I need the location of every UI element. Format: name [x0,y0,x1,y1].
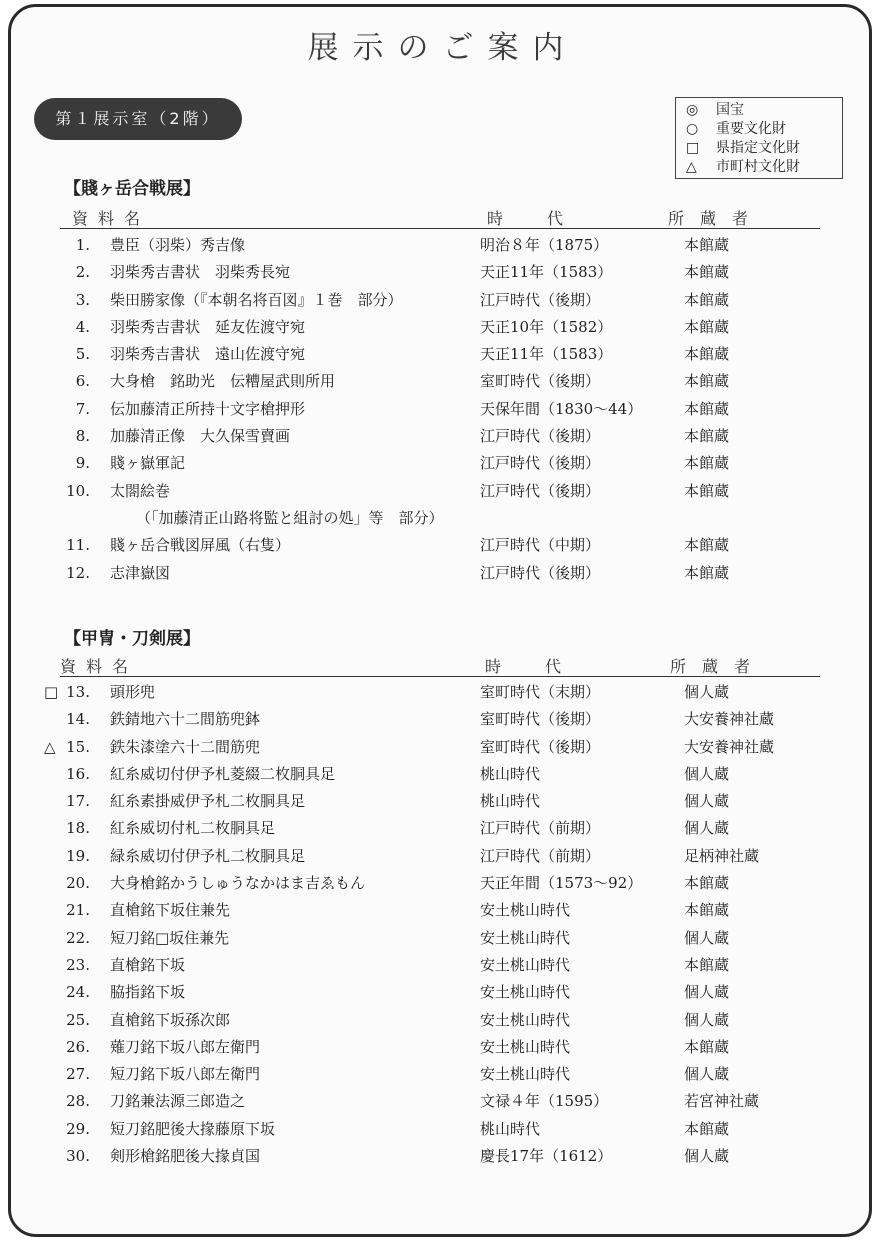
item-owner: 本館蔵 [684,955,730,974]
square-icon: □ [686,140,700,156]
item-period: 江戸時代（後期） [480,290,601,309]
column-owner: 所蔵者 [670,657,767,676]
item-name: 紅糸威切付伊予札菱綴二枚胴具足 [110,764,336,783]
item-number: 23. [66,955,90,974]
legend-label: 県指定文化財 [716,140,800,156]
item-number: 13. [66,683,90,701]
item-owner: 個人蔵 [684,764,730,783]
item-name: 剣形槍銘肥後大掾貞国 [110,1147,261,1166]
item-period: 江戸時代（前期） [480,819,601,838]
list-item [0,952,885,979]
item-period: 安土桃山時代 [480,955,571,974]
item-number: 6. [75,372,90,391]
item-owner: 大安養神社蔵 [684,737,775,756]
item-period: 天正11年（1583） [480,345,613,364]
item-name: 薙刀銘下坂八郎左衛門 [110,1037,261,1056]
item-number: 12. [66,563,90,582]
column-name: 資料名 [72,209,151,228]
item-period: 桃山時代 [480,764,541,783]
item-owner: 足柄神社蔵 [684,846,760,865]
item-name: 志津嶽図 [110,563,171,582]
column-owner: 所蔵者 [668,209,765,228]
list-item [0,679,885,706]
item-name: 大身槍銘かうしゅうなかはま吉ゑもん [110,874,366,893]
legend-row-important-cultural-property [686,120,842,139]
item-period: 桃山時代 [480,792,541,811]
item-name: 豊臣（羽柴）秀吉像 [110,236,246,254]
item-name: 紅糸素掛威伊予札二枚胴具足 [110,792,306,811]
list-item [0,1061,885,1088]
page-title: 展示のご案内 [307,30,578,66]
item-owner: 個人蔵 [684,683,730,701]
section-title-shizugatake: 【賤ヶ岳合戦展】 [64,179,200,199]
list-item [0,788,885,815]
item-owner: 本館蔵 [684,536,730,555]
item-number: 14. [66,710,90,729]
list-item [0,450,885,477]
item-number: 24. [66,983,90,1002]
item-period: 天正年間（1573～92） [480,874,643,893]
item-name: 加藤清正像 大久保雪賣画 [110,427,291,446]
legend-label: 重要文化財 [716,121,786,137]
room-badge: 第１展示室（2階） [34,98,242,140]
item-owner: 本館蔵 [684,317,730,336]
item-period: 安土桃山時代 [480,901,571,920]
item-owner: 本館蔵 [684,236,730,254]
item-period: 天正10年（1582） [480,317,613,336]
item-owner: 本館蔵 [684,263,730,282]
item-name: 伝加藤清正所持十文字槍押形 [110,399,306,418]
item-period: 安土桃山時代 [480,1010,571,1029]
item-owner: 個人蔵 [684,983,730,1002]
item-period: 江戸時代（前期） [480,846,601,865]
item-number: 25. [66,1010,90,1029]
item-owner: 本館蔵 [684,901,730,920]
list-item [0,925,885,952]
list-item [0,368,885,395]
list-item [0,815,885,842]
exhibit-list-2 [0,679,885,1170]
item-owner: 本館蔵 [684,1119,730,1138]
item-number: 7. [75,399,90,418]
item-name: 刀銘兼法源三郎造之 [110,1092,246,1111]
list-item [0,1088,885,1115]
list-item [0,287,885,314]
item-name: 太閤絵巻 [110,481,171,500]
item-number: 5. [75,345,90,364]
list-item [0,423,885,450]
list-item [0,843,885,870]
item-owner: 本館蔵 [684,399,730,418]
list-item-note [0,505,885,532]
item-owner: 本館蔵 [684,345,730,364]
item-period: 室町時代（後期） [480,737,601,756]
item-number: 19. [66,846,90,865]
item-number: 9. [75,454,90,473]
list-item [0,1007,885,1034]
designation-mark: □ [44,683,59,701]
exhibit-list-1 [0,232,885,587]
legend-row-municipal [686,158,842,177]
item-name: 直槍銘下坂住兼先 [110,901,231,920]
item-name: 紅糸威切付札二枚胴具足 [110,819,276,838]
item-owner: 個人蔵 [684,792,730,811]
list-item [0,979,885,1006]
item-period: 江戸時代（後期） [480,563,601,582]
item-owner: 本館蔵 [684,372,730,391]
legend-label: 国宝 [716,102,744,118]
item-number: 11. [66,536,90,555]
item-name: 柴田勝家像（『本朝名将百図』１巻 部分） [110,290,403,309]
list-item [0,761,885,788]
column-period: 時代 [487,209,608,228]
item-owner: 個人蔵 [684,819,730,838]
item-owner: 大安養神社蔵 [684,710,775,729]
column-header [60,206,820,229]
item-name: 緑糸威切付伊予札二枚胴具足 [110,846,306,865]
item-period: 安土桃山時代 [480,983,571,1002]
item-name: 脇指銘下坂 [110,983,186,1002]
item-period: 安土桃山時代 [480,1065,571,1084]
item-owner: 本館蔵 [684,454,730,473]
list-item [0,259,885,286]
item-name: 短刀銘下坂八郎左衛門 [110,1065,261,1084]
item-owner: 個人蔵 [684,1065,730,1084]
item-number: 8. [75,427,90,446]
item-owner: 若宮神社蔵 [684,1092,760,1111]
item-period: 江戸時代（中期） [480,536,601,555]
item-period: 天正11年（1583） [480,263,613,282]
item-owner: 個人蔵 [684,1147,730,1166]
item-name: 直槍銘下坂孫次郎 [110,1010,231,1029]
item-number: 29. [66,1119,90,1138]
item-owner: 本館蔵 [684,481,730,500]
item-name: 鉄朱漆塗六十二間筋兜 [110,737,261,756]
item-owner: 個人蔵 [684,1010,730,1029]
item-number: 1. [75,236,90,254]
item-period: 天保年間（1830～44） [480,399,643,418]
item-number: 28. [66,1092,90,1111]
list-item [0,314,885,341]
item-period: 安土桃山時代 [480,1037,571,1056]
item-name: 大身槍 銘助光 伝糟屋武則所用 [110,372,336,391]
item-owner: 本館蔵 [684,563,730,582]
item-name: 羽柴秀吉書状 遠山佐渡守宛 [110,345,306,364]
list-item [0,396,885,423]
item-number: 10. [66,481,90,500]
legend-box [675,97,843,179]
legend-row-prefectural [686,139,842,158]
list-item [0,1034,885,1061]
item-number: 4. [75,317,90,336]
section-title-armor-swords: 【甲冑・刀剣展】 [64,629,200,649]
item-number: 21. [66,901,90,920]
column-name: 資料名 [60,657,139,676]
item-name: 羽柴秀吉書状 延友佐渡守宛 [110,317,306,336]
item-name: 賤ヶ岳合戦図屏風（右隻） [110,536,291,555]
circle-icon: ○ [686,121,699,137]
item-period: 江戸時代（後期） [480,481,601,500]
item-period: 慶長17年（1612） [480,1147,613,1166]
item-owner: 本館蔵 [684,427,730,446]
list-item [0,870,885,897]
item-period: 文禄４年（1595） [480,1092,609,1111]
item-period: 江戸時代（後期） [480,427,601,446]
item-name: （「加藤清正山路将監と組討の処」等 部分） [136,508,444,527]
item-number: 18. [66,819,90,838]
list-item [0,478,885,505]
list-item [0,560,885,587]
legend-row-national-treasure [686,101,842,120]
item-owner: 本館蔵 [684,290,730,309]
item-number: 26. [66,1037,90,1056]
list-item [0,897,885,924]
item-number: 30. [66,1147,90,1166]
item-owner: 本館蔵 [684,874,730,893]
list-item [0,734,885,761]
item-name: 頭形兜 [110,683,156,701]
list-item [0,232,885,259]
item-period: 安土桃山時代 [480,928,571,947]
designation-mark: △ [44,737,56,756]
item-number: 27. [66,1065,90,1084]
item-number: 17. [66,792,90,811]
list-item [0,1143,885,1170]
item-period: 桃山時代 [480,1119,541,1138]
item-number: 15. [66,737,90,756]
list-item [0,532,885,559]
item-number: 22. [66,928,90,947]
item-number: 3. [75,290,90,309]
item-number: 20. [66,874,90,893]
column-period: 時代 [485,657,606,676]
list-item [0,341,885,368]
double-circle-icon: ◎ [686,102,699,118]
triangle-icon: △ [686,159,697,175]
list-item [0,706,885,733]
item-period: 江戸時代（後期） [480,454,601,473]
list-item [0,1116,885,1143]
item-period: 室町時代（後期） [480,710,601,729]
item-number: 16. [66,764,90,783]
item-number: 2. [75,263,90,282]
item-name: 鉄錆地六十二間筋兜鉢 [110,710,261,729]
column-header [60,654,820,677]
item-period: 室町時代（末期） [480,683,601,701]
item-period: 室町時代（後期） [480,372,601,391]
item-name: 短刀銘肥後大掾藤原下坂 [110,1119,276,1138]
item-owner: 本館蔵 [684,1037,730,1056]
item-owner: 個人蔵 [684,928,730,947]
item-name: 短刀銘□坂住兼先 [110,928,230,947]
item-name: 羽柴秀吉書状 羽柴秀長宛 [110,263,291,282]
item-name: 賤ヶ嶽軍記 [110,454,186,473]
item-name: 直槍銘下坂 [110,955,186,974]
legend-label: 市町村文化財 [716,159,800,175]
item-period: 明治８年（1875） [480,236,609,254]
